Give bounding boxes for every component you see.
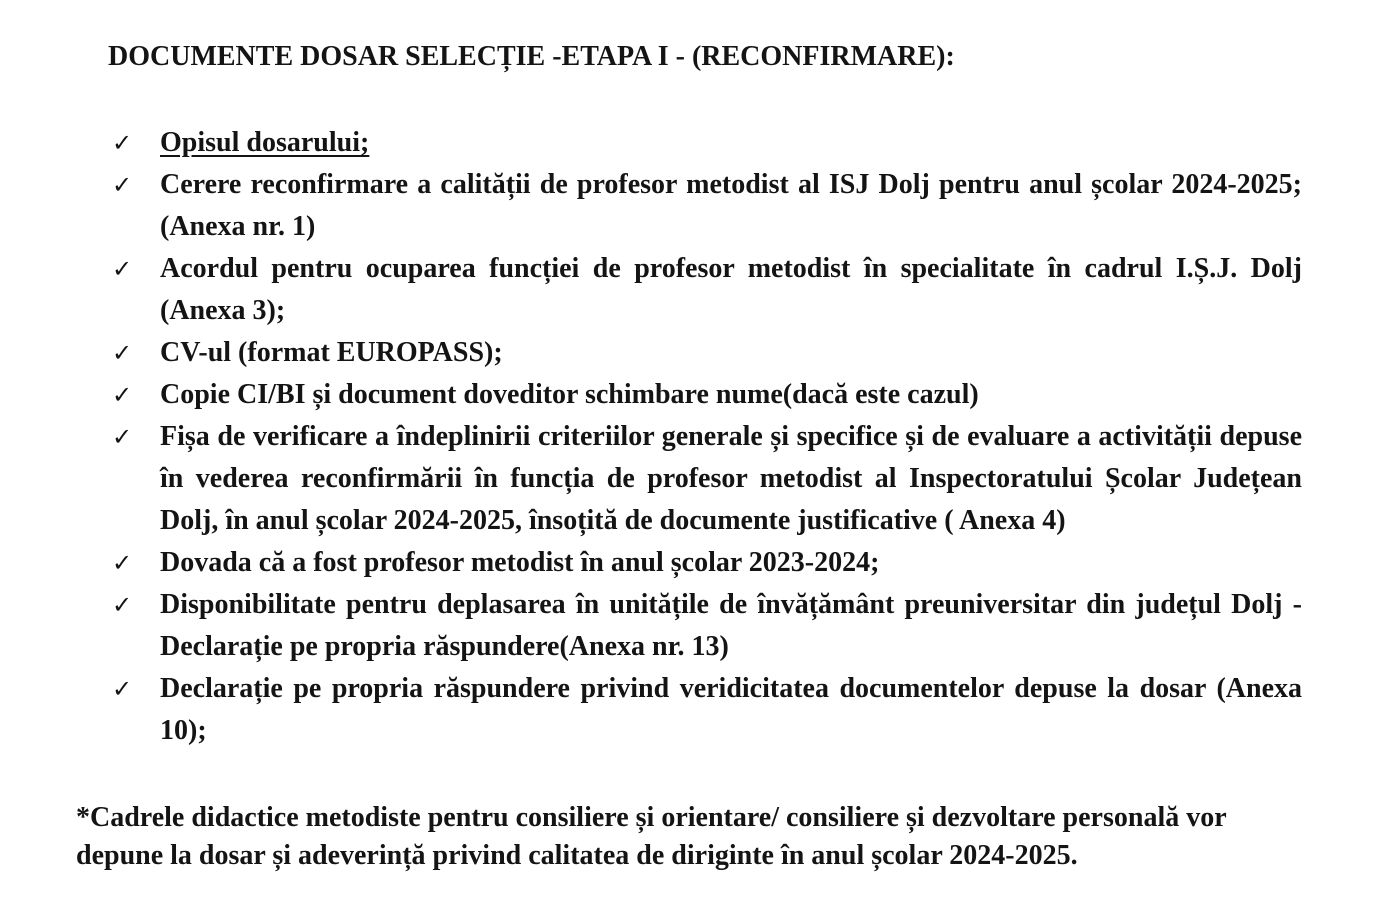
- checklist-item-text: Declarație pe propria răspundere privind veridicitatea documentelor depuse la dosar (Anexa 10);: [160, 673, 1302, 746]
- checkmark-icon: ✓: [112, 591, 133, 619]
- checkmark-icon: ✓: [112, 675, 133, 703]
- checklist-item: [112, 584, 1302, 668]
- checkmark-icon: ✓: [112, 381, 133, 409]
- checkmark-icon: ✓: [112, 339, 133, 367]
- checkmark-icon: ✓: [112, 171, 133, 199]
- footnote: *Cadrele didactice metodiste pentru consiliere și orientare/ consiliere și dezvoltare personală vor depune la dosar și adeverință privind calitatea de diriginte în anul școlar 2024-2025.: [76, 802, 1227, 871]
- checklist-item-text: Copie CI/BI și document doveditor schimbare nume(dacă este cazul): [160, 379, 979, 410]
- checklist-item: [112, 122, 1302, 164]
- checklist-item-text: Dovada că a fost profesor metodist în anul școlar 2023-2024;: [160, 547, 880, 578]
- checkmark-icon: ✓: [112, 255, 133, 283]
- checklist-item-text: Acordul pentru ocuparea funcției de profesor metodist în specialitate în cadrul I.Ș.J. Dolj (Anexa 3);: [160, 253, 1302, 326]
- checklist-item-text: Disponibilitate pentru deplasarea în unitățile de învățământ preuniversitar din județul Dolj - Declarație pe propria răspundere(Anexa nr. 13): [160, 589, 1302, 662]
- checklist-item: [112, 332, 1302, 374]
- checklist-item: [112, 416, 1302, 542]
- checklist-item: [112, 542, 1302, 584]
- checkmark-icon: ✓: [112, 423, 133, 451]
- checkmark-icon: ✓: [112, 549, 133, 577]
- document-title: DOCUMENTE DOSAR SELECȚIE -ETAPA I - (RECONFIRMARE):: [108, 41, 955, 72]
- checklist-item-text: Fișa de verificare a îndeplinirii criteriilor generale și specifice și de evaluare a activității depuse în vederea reconfirmării în funcția de profesor metodist al Inspectoratului Școlar Județean Dolj, în anul școlar 2024-2025, însoțită de documente justificative ( Anexa 4): [160, 421, 1302, 536]
- checkmark-icon: ✓: [112, 129, 133, 157]
- checklist-item: [112, 668, 1302, 752]
- checklist-item: [112, 248, 1302, 332]
- checklist-item: [112, 374, 1302, 416]
- checklist-item: [112, 164, 1302, 248]
- checklist-item-text: CV-ul (format EUROPASS);: [160, 337, 503, 368]
- checklist-item-text: Cerere reconfirmare a calității de profesor metodist al ISJ Dolj pentru anul școlar 2024-2025;(Anexa nr. 1): [160, 169, 1302, 242]
- checklist-item-text: Opisul dosarului;: [160, 127, 370, 158]
- document-checklist: [112, 122, 1302, 752]
